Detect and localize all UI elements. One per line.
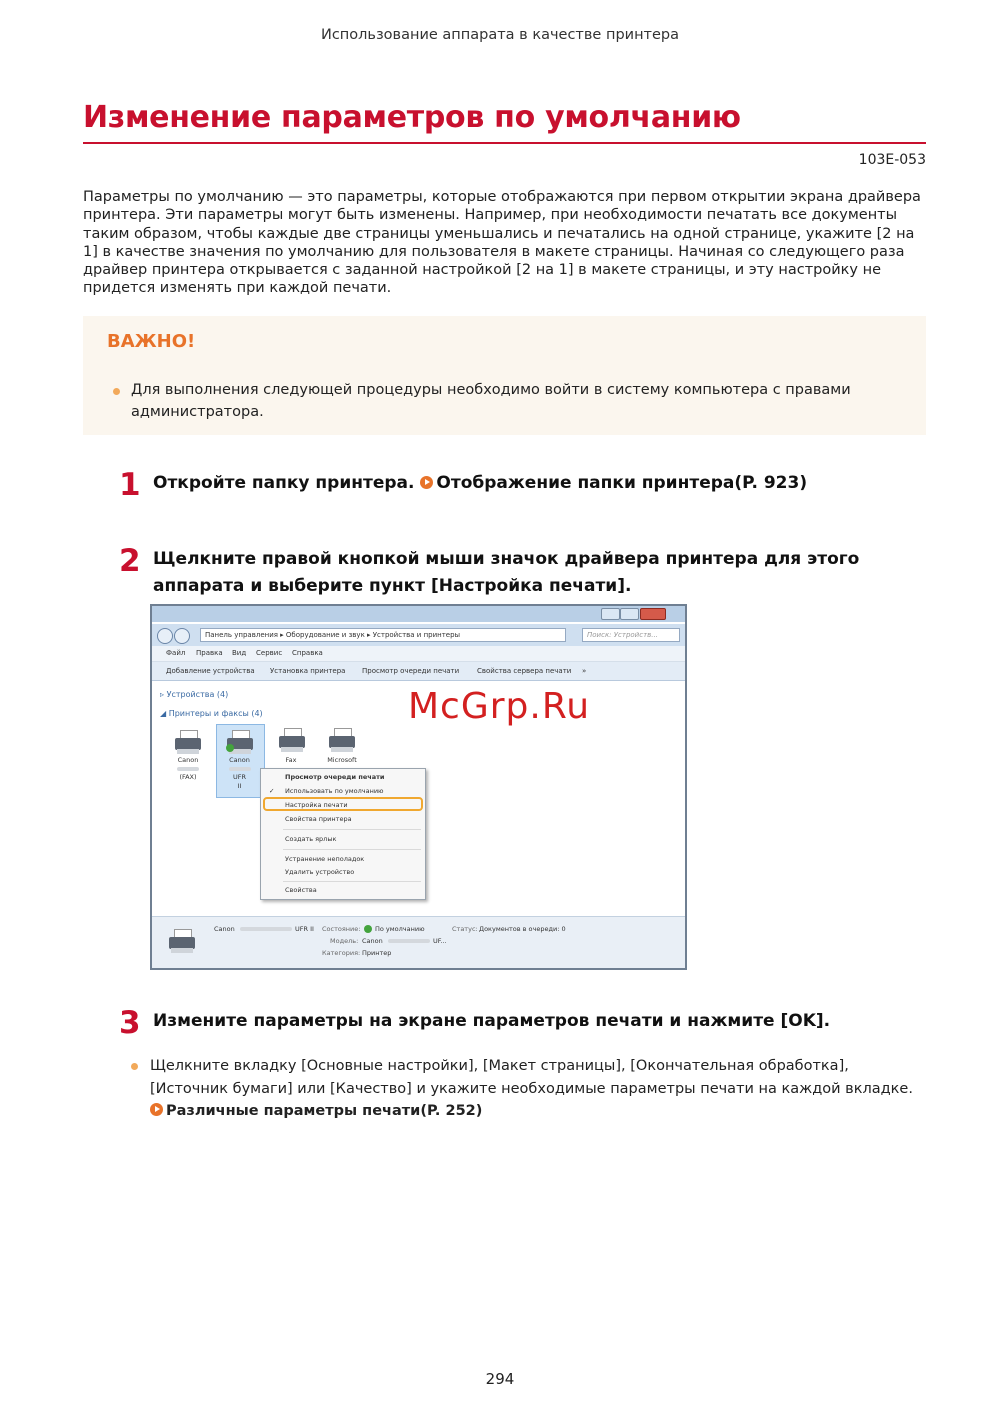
toolbar-more: » <box>582 667 587 675</box>
fax-printer-icon <box>276 728 308 754</box>
ctx-printing-preferences[interactable]: Настройка печати <box>285 801 348 809</box>
toolbar-add-printer: Установка принтера <box>270 667 346 675</box>
ctx-create-shortcut[interactable]: Создать ярлык <box>285 835 337 843</box>
important-item: Для выполнения следующей процедуры необходимо войти в систему компьютера с правами администратора. <box>131 382 851 420</box>
step-3-link[interactable]: Различные параметры печати(P. 252) <box>166 1103 483 1119</box>
printer-icon <box>172 730 204 756</box>
default-check-icon <box>226 744 234 752</box>
microsoft-printer-icon <box>326 728 358 754</box>
printer-fax-label: Canon (FAX) <box>177 756 199 781</box>
search-field: Поиск: Устройств... <box>582 628 680 642</box>
printer-microsoft-name: Microsoft <box>327 756 357 764</box>
ctx-remove-device[interactable]: Удалить устройство <box>285 868 355 876</box>
bullet-icon <box>131 1063 138 1070</box>
step-1-link[interactable]: Отображение папки принтера(P. 923) <box>436 473 808 493</box>
menu-file: Файл <box>166 649 186 657</box>
important-title: ВАЖНО! <box>107 331 196 352</box>
document-id: 103E-053 <box>858 152 926 168</box>
step-2-text: Щелкните правой кнопкой мыши значок драйвера принтера для этого аппарата и выберите пункт [Настройка печати]. <box>153 549 860 596</box>
link-arrow-icon <box>150 1103 163 1116</box>
toolbar-print-queue: Просмотр очереди печати <box>362 667 460 675</box>
close-icon <box>640 608 666 620</box>
title-divider <box>83 142 926 144</box>
important-box <box>83 316 926 435</box>
group-devices: ▹ Устройства (4) <box>160 690 229 699</box>
toolbar-server-props: Свойства сервера печати <box>477 667 572 675</box>
window-titlebar <box>152 606 685 622</box>
minimize-icon <box>601 608 620 620</box>
ctx-set-default[interactable]: Использовать по умолчанию <box>285 787 384 795</box>
step-1-number: 1 <box>119 467 141 503</box>
page-number: 294 <box>485 1370 515 1388</box>
command-bar <box>152 662 685 681</box>
watermark: McGrp.Ru <box>408 686 591 727</box>
step-3-text: Измените параметры на экране параметров печати и нажмите [OK]. <box>153 1011 831 1031</box>
step-3-bullet-text: Щелкните вкладку [Основные настройки], [Макет страницы], [Окончательная обработка], [Источник бумаги] или [Качество] и укажите необходимые параметры печати на каждой вкладке. <box>150 1058 913 1097</box>
page-title: Изменение параметров по умолчанию <box>83 100 741 135</box>
address-bar <box>152 624 685 646</box>
ctx-troubleshoot[interactable]: Устранение неполадок <box>285 855 365 863</box>
menu-tools: Сервис <box>256 649 283 657</box>
checkmark-icon: ✓ <box>269 787 275 795</box>
menu-help: Справка <box>292 649 323 657</box>
back-icon <box>157 628 173 644</box>
details-pane: Canon UFR II Состояние: По умолчанию Статус: Документов в очереди: 0 Модель: Canon UF... Категория: Принтер <box>152 916 685 969</box>
menu-view: Вид <box>232 649 247 657</box>
printer-fax-name: Fax <box>285 756 297 764</box>
ctx-printer-properties[interactable]: Свойства принтера <box>285 815 352 823</box>
step-3-number: 3 <box>119 1005 141 1041</box>
menu-edit: Правка <box>196 649 223 657</box>
ctx-print-queue[interactable]: Просмотр очереди печати <box>285 773 385 781</box>
forward-icon <box>174 628 190 644</box>
step-1-label: Откройте папку принтера. <box>153 473 415 493</box>
printer-icon <box>224 730 256 756</box>
bullet-icon <box>113 388 120 395</box>
link-arrow-icon <box>420 476 433 489</box>
toolbar-add-device: Добавление устройства <box>166 667 255 675</box>
step-3-bullet <box>150 1055 925 1123</box>
printer-canon-label: Canon UFR II <box>229 756 250 790</box>
details-printer-icon <box>166 929 198 955</box>
intro-paragraph: Параметры по умолчанию — это параметры, которые отображаются при первом открытии экрана драйвера принтера. Эти параметры могут быть изменены. Например, при необходимости печатать все документы таким образом, чтобы каждые две страницы уменьшались и печатались на одной странице, укажите [2 на 1] в качестве значения по умолчанию для пользователя в макете страницы. Начиная со следующего раза драйвер принтера открывается с заданной настройкой [2 на 1] в макете страницы, и эту настройку не придется изменять при каждой печати. <box>83 189 921 297</box>
maximize-icon <box>620 608 639 620</box>
step-1-text <box>153 470 913 497</box>
devices-and-printers-screenshot <box>150 604 687 970</box>
step-2-number: 2 <box>119 543 141 579</box>
ctx-properties[interactable]: Свойства <box>285 886 317 894</box>
menu-bar <box>152 646 685 662</box>
context-menu <box>260 768 426 900</box>
address-field: Панель управления ▸ Оборудование и звук ▸ Устройства и принтеры <box>200 628 566 642</box>
running-header: Использование аппарата в качестве принтера <box>320 27 680 43</box>
group-printers: ◢ Принтеры и факсы (4) <box>160 709 263 718</box>
status-ok-icon <box>364 925 372 933</box>
